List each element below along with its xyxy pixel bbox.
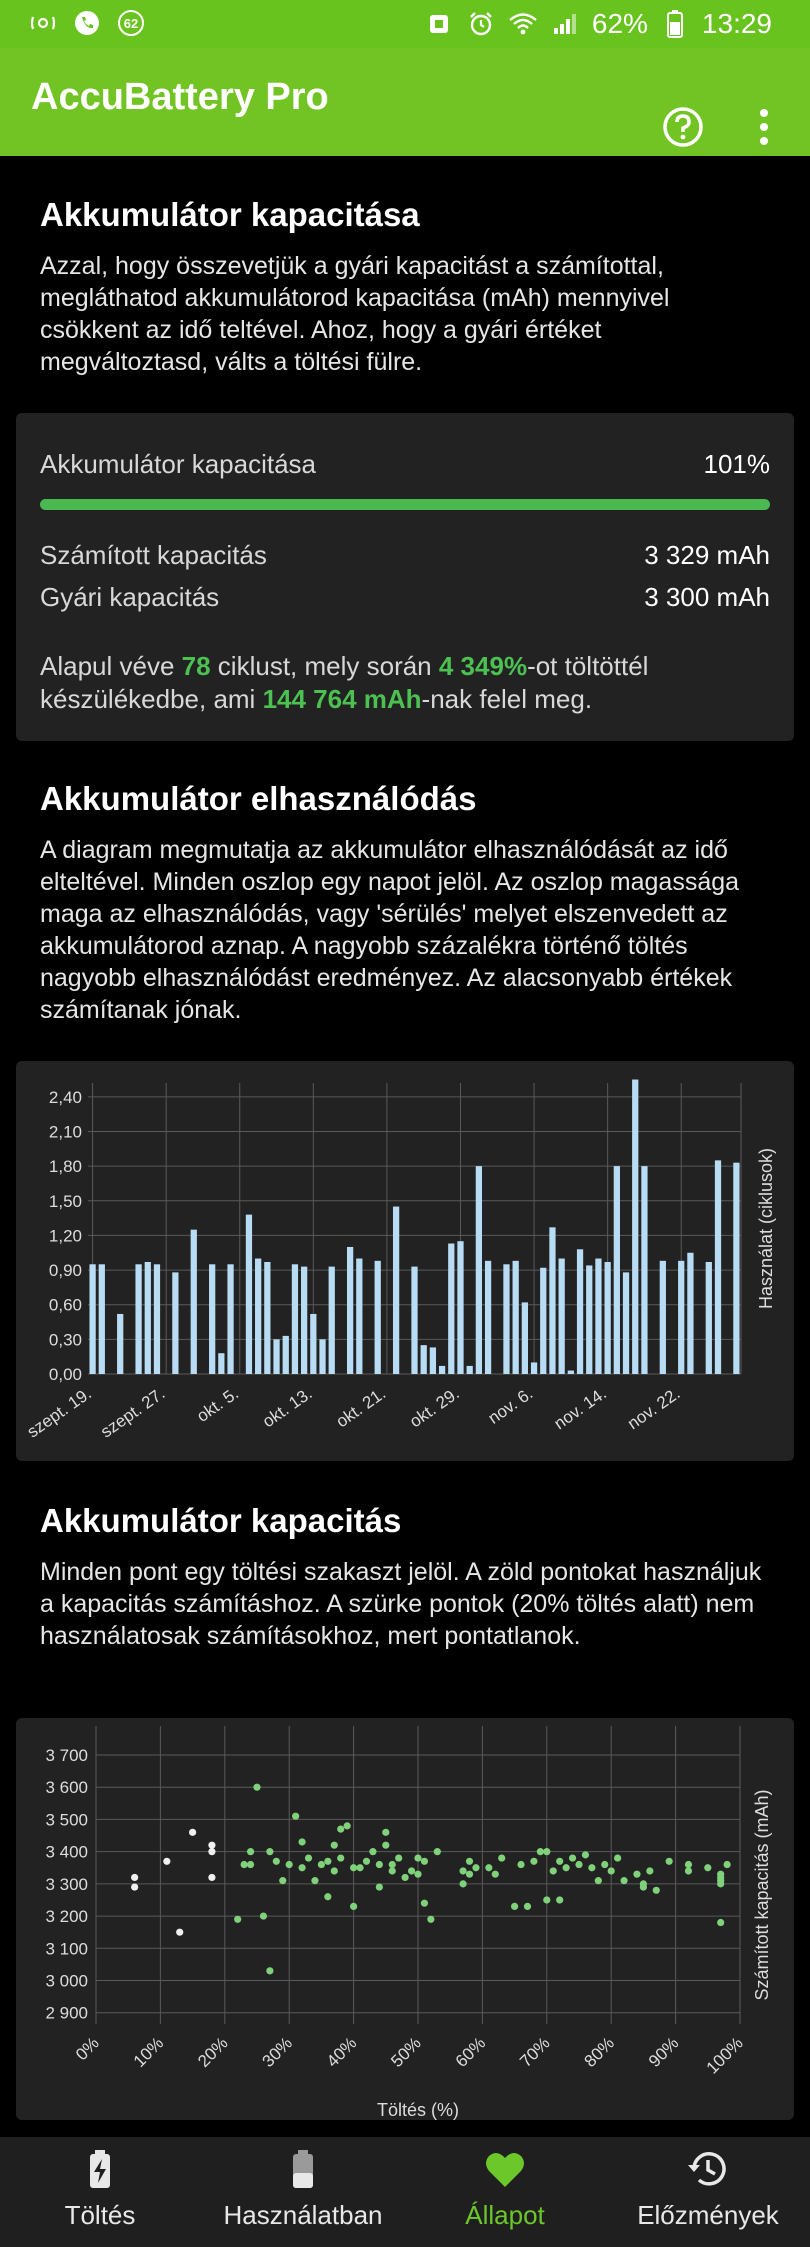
capacity-section-description: Azzal, hogy összevetjük a gyári kapacitást a számítottal, megláthatod akkumulátorod kapacitása (mAh) mennyivel csökkent az idő teltével. Ahoz, hogy a gyári értéket megváltoztasd, válts a töltési fülre. bbox=[40, 252, 670, 376]
bar-x-tick: szept. 27. bbox=[97, 1383, 169, 1442]
bar bbox=[678, 1261, 684, 1374]
clock: 13:29 bbox=[701, 8, 772, 39]
scatter-point bbox=[331, 1842, 338, 1849]
scatter-point bbox=[421, 1900, 428, 1907]
bar bbox=[430, 1347, 436, 1374]
bar-x-tick: nov. 22. bbox=[624, 1383, 684, 1434]
bar-y-tick: 1,80 bbox=[48, 1157, 82, 1177]
scatter-point bbox=[550, 1867, 557, 1874]
notification-badge bbox=[116, 8, 146, 38]
scatter-point bbox=[492, 1871, 499, 1878]
scatter-point bbox=[646, 1867, 653, 1874]
history-icon bbox=[686, 2147, 730, 2191]
capacity-points-section-description: Minden pont egy töltési szakaszt jelöl. A zöld pontokat használjuk a kapacitás számításhoz. A szürke pontok (20% töltés alatt) nem használatosak számításokhoz, mert pontatlanok. bbox=[40, 1558, 762, 1650]
status-bar bbox=[0, 0, 810, 48]
scatter-point bbox=[298, 1864, 305, 1871]
bar bbox=[595, 1259, 601, 1374]
heart-icon bbox=[483, 2147, 527, 2191]
scatter-x-tick: 50% bbox=[387, 2033, 425, 2071]
design-capacity-value: 3 300 mAh bbox=[644, 582, 770, 612]
bar bbox=[632, 1080, 638, 1374]
bar bbox=[283, 1336, 289, 1374]
nav-health[interactable] bbox=[405, 2137, 605, 2247]
bar bbox=[172, 1272, 178, 1374]
bar bbox=[586, 1265, 592, 1374]
bar-y-tick: 2,40 bbox=[48, 1087, 82, 1107]
scatter-y-tick: 3 700 bbox=[45, 1745, 88, 1765]
bar bbox=[421, 1345, 427, 1374]
scatter-point bbox=[640, 1880, 647, 1887]
scatter-point bbox=[517, 1861, 524, 1868]
scatter-y-tick: 3 300 bbox=[45, 1874, 88, 1894]
signal-icon bbox=[550, 9, 580, 39]
bar bbox=[531, 1362, 537, 1374]
battery-charging-icon bbox=[78, 2147, 122, 2191]
bar bbox=[476, 1166, 482, 1374]
scatter-point bbox=[511, 1903, 518, 1910]
scatter-point bbox=[543, 1896, 550, 1903]
scatter-point bbox=[459, 1880, 466, 1887]
scatter-point bbox=[382, 1829, 389, 1836]
capacity-points-section-title: Akkumulátor kapacitás bbox=[40, 1502, 402, 1539]
scatter-point bbox=[208, 1874, 215, 1881]
scatter-point bbox=[369, 1848, 376, 1855]
scatter-point bbox=[582, 1851, 589, 1858]
calculated-capacity-value: 3 329 mAh bbox=[644, 540, 770, 570]
scatter-x-tick: 100% bbox=[702, 2033, 747, 2078]
more-vert-icon bbox=[754, 107, 774, 147]
scatter-point bbox=[717, 1880, 724, 1887]
scatter-point bbox=[337, 1854, 344, 1861]
bar-y-tick: 0,60 bbox=[48, 1295, 82, 1315]
bar bbox=[641, 1166, 647, 1374]
bar bbox=[319, 1339, 325, 1374]
bar bbox=[559, 1259, 565, 1374]
scatter-point bbox=[537, 1848, 544, 1855]
capacity-row bbox=[40, 449, 770, 480]
scatter-point bbox=[498, 1854, 505, 1861]
calculated-capacity-label: Számított kapacitás bbox=[40, 540, 267, 570]
scatter-point bbox=[614, 1854, 621, 1861]
bar bbox=[227, 1264, 233, 1374]
scatter-point bbox=[298, 1838, 305, 1845]
bar bbox=[577, 1249, 583, 1374]
scatter-point bbox=[331, 1867, 338, 1874]
scatter-point bbox=[530, 1858, 537, 1865]
scatter-point bbox=[163, 1858, 170, 1865]
bar bbox=[135, 1264, 141, 1374]
scatter-y-axis-label: Számított kapacitás (mAh) bbox=[752, 1789, 772, 2001]
scatter-y-tick: 3 600 bbox=[45, 1778, 88, 1798]
scatter-point bbox=[286, 1861, 293, 1868]
bar bbox=[329, 1267, 335, 1374]
bar bbox=[513, 1261, 519, 1374]
nav-discharging-label: Használatban bbox=[223, 2200, 383, 2230]
scatter-point bbox=[389, 1867, 396, 1874]
scatter-point bbox=[408, 1867, 415, 1874]
scatter-point bbox=[653, 1887, 660, 1894]
bar-x-tick: okt. 5. bbox=[193, 1383, 243, 1426]
scatter-point bbox=[595, 1877, 602, 1884]
scatter-y-tick: 2 900 bbox=[45, 2003, 88, 2023]
scatter-point bbox=[685, 1861, 692, 1868]
nav-charging[interactable] bbox=[0, 2137, 200, 2247]
battery-icon bbox=[660, 9, 690, 39]
bar bbox=[467, 1366, 473, 1374]
scatter-point bbox=[344, 1822, 351, 1829]
scatter-point bbox=[234, 1916, 241, 1923]
design-capacity-row bbox=[40, 582, 770, 613]
capacity-percent: 101% bbox=[703, 449, 770, 479]
bar bbox=[733, 1163, 739, 1374]
nav-health-label: Állapot bbox=[465, 2200, 545, 2230]
bar bbox=[715, 1160, 721, 1374]
bar-x-tick: okt. 13. bbox=[259, 1383, 316, 1432]
bar bbox=[117, 1314, 123, 1374]
bar-y-tick: 0,00 bbox=[48, 1365, 82, 1384]
nav-discharging[interactable] bbox=[203, 2137, 403, 2247]
scatter-point bbox=[459, 1867, 466, 1874]
wear-bar-chart bbox=[16, 1061, 794, 1461]
scatter-point bbox=[260, 1912, 267, 1919]
scatter-point bbox=[717, 1871, 724, 1878]
scatter-point bbox=[608, 1867, 615, 1874]
bar-y-tick: 2,10 bbox=[48, 1122, 82, 1142]
basis-mid1: ciklust, mely során bbox=[210, 651, 439, 681]
scatter-point bbox=[620, 1877, 627, 1884]
capacity-label: Akkumulátor kapacitása bbox=[40, 449, 317, 479]
bar bbox=[623, 1272, 629, 1374]
scatter-x-tick: 40% bbox=[322, 2033, 361, 2071]
capacity-basis-text bbox=[40, 650, 770, 716]
scatter-x-tick: 70% bbox=[516, 2033, 554, 2071]
scatter-x-tick: 60% bbox=[451, 2033, 490, 2071]
basis-suffix: -nak felel meg. bbox=[421, 684, 593, 714]
scatter-point bbox=[311, 1877, 318, 1884]
scatter-point bbox=[131, 1874, 138, 1881]
bar bbox=[439, 1366, 445, 1374]
scatter-point bbox=[337, 1825, 344, 1832]
scatter-point bbox=[318, 1861, 325, 1868]
bar bbox=[89, 1264, 95, 1374]
scatter-point bbox=[466, 1858, 473, 1865]
bar bbox=[292, 1264, 298, 1374]
scatter-x-tick: 0% bbox=[72, 2033, 103, 2065]
scatter-point bbox=[395, 1854, 402, 1861]
overflow-menu-button[interactable] bbox=[754, 107, 774, 147]
scatter-point bbox=[414, 1854, 421, 1861]
scatter-x-tick: 20% bbox=[194, 2033, 232, 2071]
scatter-y-tick: 3 100 bbox=[45, 1939, 88, 1959]
calculated-capacity-row bbox=[40, 540, 770, 571]
scatter-point bbox=[189, 1829, 196, 1836]
scatter-point bbox=[247, 1861, 254, 1868]
scatter-point bbox=[382, 1842, 389, 1849]
bar bbox=[347, 1247, 353, 1374]
bar bbox=[356, 1259, 362, 1374]
bar-y-tick: 0,30 bbox=[48, 1330, 82, 1350]
bar-y-tick: 1,20 bbox=[48, 1226, 82, 1246]
scatter-point bbox=[266, 1848, 273, 1855]
scatter-x-tick: 10% bbox=[129, 2033, 168, 2071]
scatter-point bbox=[273, 1858, 280, 1865]
wear-section-title: Akkumulátor elhasználódás bbox=[40, 780, 477, 817]
capacity-section-title: Akkumulátor kapacitása bbox=[40, 196, 420, 233]
scatter-point bbox=[176, 1929, 183, 1936]
wifi-icon bbox=[508, 9, 538, 39]
notification-badge-text: 62 bbox=[123, 16, 139, 31]
nav-charging-label: Töltés bbox=[64, 2200, 136, 2230]
scatter-point bbox=[704, 1864, 711, 1871]
help-button[interactable] bbox=[661, 105, 705, 149]
bar-x-tick: nov. 14. bbox=[550, 1383, 610, 1434]
bottom-navigation bbox=[0, 2137, 810, 2247]
capacity-scatter-card bbox=[16, 1718, 794, 2120]
nav-history-label: Előzmények bbox=[637, 2200, 779, 2230]
scatter-x-tick: 30% bbox=[258, 2033, 297, 2071]
design-capacity-label: Gyári kapacitás bbox=[40, 582, 220, 612]
bar bbox=[301, 1267, 307, 1374]
battery-discharging-icon bbox=[281, 2147, 325, 2191]
scatter-x-tick: 80% bbox=[580, 2033, 619, 2071]
bar bbox=[411, 1267, 417, 1374]
scatter-point bbox=[376, 1861, 383, 1868]
bar bbox=[706, 1262, 712, 1374]
bar bbox=[549, 1227, 555, 1374]
scatter-point bbox=[524, 1903, 531, 1910]
basis-prefix: Alapul véve bbox=[40, 651, 182, 681]
bar bbox=[209, 1264, 215, 1374]
scatter-point bbox=[427, 1916, 434, 1923]
scatter-point bbox=[543, 1848, 550, 1855]
scatter-point bbox=[350, 1864, 357, 1871]
bar bbox=[375, 1261, 381, 1374]
scatter-point bbox=[402, 1874, 409, 1881]
bar bbox=[154, 1264, 160, 1374]
bar bbox=[540, 1268, 546, 1374]
bar bbox=[687, 1253, 693, 1374]
bar bbox=[99, 1264, 105, 1374]
scatter-point bbox=[472, 1864, 479, 1871]
bar bbox=[145, 1262, 151, 1374]
scatter-point bbox=[556, 1896, 563, 1903]
scatter-point bbox=[466, 1871, 473, 1878]
wear-chart-card bbox=[16, 1061, 794, 1461]
scatter-point bbox=[485, 1864, 492, 1871]
scatter-point bbox=[717, 1919, 724, 1926]
scatter-y-tick: 3 000 bbox=[45, 1971, 88, 1991]
basis-cycles: 78 bbox=[181, 651, 211, 681]
scatter-point bbox=[241, 1861, 248, 1868]
scatter-point bbox=[324, 1893, 331, 1900]
bar bbox=[485, 1261, 491, 1374]
scatter-point bbox=[305, 1854, 312, 1861]
app-title: AccuBattery Pro bbox=[31, 76, 329, 118]
capacity-progress-fill bbox=[40, 499, 770, 510]
bar bbox=[614, 1166, 620, 1374]
bar-x-tick: okt. 29. bbox=[406, 1383, 463, 1432]
bar bbox=[393, 1207, 399, 1374]
scatter-point bbox=[569, 1854, 576, 1861]
basis-mid2: -ot töltöttél készülékedbe, ami bbox=[40, 651, 649, 714]
bar-x-tick: szept. 19. bbox=[23, 1383, 95, 1442]
scatter-point bbox=[208, 1842, 215, 1849]
scatter-point bbox=[266, 1967, 273, 1974]
battery-percent: 62% bbox=[591, 8, 648, 39]
scatter-y-tick: 3 500 bbox=[45, 1810, 88, 1830]
scatter-x-tick: 90% bbox=[644, 2033, 683, 2071]
bar-y-tick: 1,50 bbox=[48, 1191, 82, 1211]
scatter-point bbox=[292, 1813, 299, 1820]
capacity-card bbox=[16, 413, 794, 741]
bar bbox=[273, 1339, 279, 1374]
scatter-point bbox=[563, 1864, 570, 1871]
scatter-point bbox=[376, 1883, 383, 1890]
bar bbox=[264, 1262, 270, 1374]
scatter-point bbox=[724, 1861, 731, 1868]
bar-y-tick: 0,90 bbox=[48, 1261, 82, 1281]
scatter-point bbox=[421, 1858, 428, 1865]
bar-y-axis-label: Használat (ciklusok) bbox=[756, 1147, 776, 1310]
capacity-scatter-chart bbox=[16, 1718, 794, 2120]
bar bbox=[448, 1244, 454, 1374]
app-bar bbox=[0, 48, 810, 156]
bar bbox=[457, 1241, 463, 1374]
scatter-point bbox=[324, 1858, 331, 1865]
bar bbox=[310, 1314, 316, 1374]
bar bbox=[522, 1302, 528, 1374]
bar bbox=[503, 1264, 509, 1374]
scatter-point bbox=[253, 1784, 260, 1791]
bar bbox=[568, 1371, 574, 1374]
scatter-point bbox=[247, 1848, 254, 1855]
scatter-point bbox=[666, 1858, 673, 1865]
nav-history[interactable] bbox=[608, 2137, 808, 2247]
scatter-point bbox=[350, 1903, 357, 1910]
capacity-progress-bar bbox=[40, 499, 770, 510]
scatter-point bbox=[633, 1871, 640, 1878]
scatter-point bbox=[556, 1858, 563, 1865]
help-icon bbox=[661, 105, 705, 149]
scatter-point bbox=[434, 1848, 441, 1855]
scatter-point bbox=[414, 1871, 421, 1878]
basis-mah: 144 764 mAh bbox=[262, 684, 422, 714]
scatter-point bbox=[279, 1877, 286, 1884]
bar bbox=[255, 1259, 261, 1374]
scatter-point bbox=[685, 1867, 692, 1874]
alarm-icon bbox=[466, 9, 496, 39]
bar bbox=[605, 1262, 611, 1374]
bar bbox=[246, 1215, 252, 1374]
scatter-point bbox=[363, 1858, 370, 1865]
android-icon bbox=[424, 9, 454, 39]
cast-icon bbox=[28, 8, 58, 38]
bar-x-tick: okt. 21. bbox=[332, 1383, 390, 1432]
scatter-point bbox=[575, 1861, 582, 1868]
scatter-point bbox=[131, 1883, 138, 1890]
scatter-point bbox=[389, 1861, 396, 1868]
bar bbox=[191, 1230, 197, 1374]
scatter-y-tick: 3 400 bbox=[45, 1842, 88, 1862]
scatter-x-axis-label: Töltés (%) bbox=[376, 2100, 460, 2120]
basis-percent: 4 349% bbox=[438, 651, 528, 681]
scatter-point bbox=[588, 1864, 595, 1871]
scatter-y-tick: 3 200 bbox=[45, 1907, 88, 1927]
bar bbox=[660, 1261, 666, 1374]
scatter-point bbox=[208, 1848, 215, 1855]
bar bbox=[218, 1353, 224, 1374]
bar-x-tick: nov. 6. bbox=[484, 1383, 537, 1428]
scatter-point bbox=[601, 1861, 608, 1868]
phone-icon bbox=[72, 8, 102, 38]
scatter-point bbox=[356, 1864, 363, 1871]
wear-section-description: A diagram megmutatja az akkumulátor elhasználódását az idő elteltével. Minden oszlop egy napot jelöl. Az oszlop magassága maga az elhasználódás, vagy 'sérülés' melyet elszenvedett az akkumulátorod aznap. A nagyobb százalékra történő töltés nagyobb elhasználódást eredményez. Az alacsonyabb értékek számítanak jónak. bbox=[40, 836, 740, 1024]
